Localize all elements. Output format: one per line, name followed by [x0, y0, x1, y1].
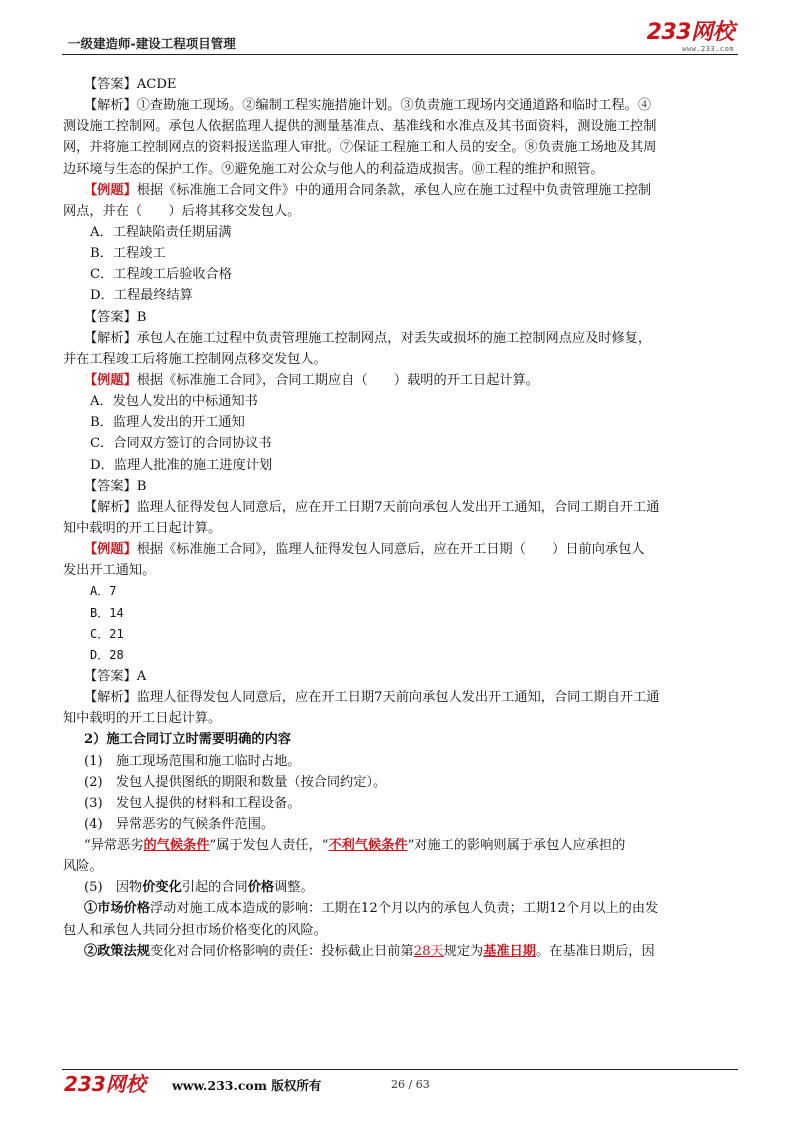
highlight-term: 的气候条件	[143, 838, 210, 854]
analysis-line: 边环境与生态的保护工作。⑨避免施工对公众与他人的利益造成损害。⑩工程的维护和照管。	[63, 161, 604, 177]
weather-note: 风险。	[63, 859, 103, 875]
brand-logo	[647, 22, 734, 53]
analysis-line: 网，并将施工控制网点的资料报送监理人审批。⑦保证工程施工和人员的安全。⑧负责施工场地及其周	[63, 140, 657, 156]
option-a: A．工程缺陷责任期届满	[90, 224, 232, 240]
footer-copyright: www.233.com 版权所有	[172, 1078, 322, 1093]
analysis-line: 【解析】承包人在施工过程中负责管理施工控制网点，对丢失或损坏的施工控制网点应及时修复，	[84, 330, 652, 346]
footer-divider	[62, 1069, 738, 1070]
option-a: A．7	[90, 584, 117, 599]
document-header-title: 一级建造师-建设工程项目管理	[68, 36, 236, 51]
paragraph-line: ②政策法规变化对合同价格影响的责任：投标截止日前第28天规定为基准日期。在基准日期后，因	[84, 943, 655, 959]
analysis-line: 并在工程竣工后将施工控制网点移交发包人。	[63, 351, 327, 367]
highlight-term: 28天	[413, 943, 444, 959]
analysis-line: 测设施工控制网。承包人依据监理人提供的测量基准点、基准线和水准点及其书面资料，测设施工控制	[63, 119, 657, 135]
page-content	[63, 74, 739, 962]
option-d: D．工程最终结算	[90, 288, 193, 304]
paragraph-line: ①市场价格浮动对施工成本造成的影响：工期在12个月以内的承包人负责；工期12个月以上的由发	[84, 901, 659, 917]
list-item: (1) 施工现场范围和施工临时占地。	[84, 753, 301, 769]
header-divider	[62, 54, 738, 55]
option-b: B．14	[90, 605, 124, 620]
analysis-line: 【解析】监理人征得发包人同意后，应在开工日期7天前向承包人发出开工通知，合同工期自开工通	[84, 690, 660, 706]
analysis-line: 知中载明的开工日起计算。	[63, 520, 222, 536]
list-item: (4) 异常恶劣的气候条件范围。	[84, 816, 275, 832]
option-a: A．发包人发出的中标通知书	[90, 394, 258, 410]
section-heading: (5) 因物价变化引起的合同价格调整。	[84, 880, 314, 896]
answer-line: 【答案】B	[84, 478, 147, 494]
option-d: D．28	[90, 647, 124, 662]
footer-logo: 233网校	[64, 1072, 146, 1096]
list-item: (3) 发包人提供的材料和工程设备。	[84, 795, 301, 811]
option-b: B．工程竣工	[90, 246, 166, 262]
section-heading: 2）施工合同订立时需要明确的内容	[84, 732, 291, 748]
page-number: 26 / 63	[391, 1078, 430, 1091]
question-line: 【例题】根据《标准施工合同》，合同工期应自（ ）载明的开工日起计算。	[84, 372, 539, 388]
option-c: C．21	[90, 626, 124, 641]
answer-line: 【答案】A	[84, 668, 147, 684]
option-c: C．工程竣工后验收合格	[90, 267, 232, 283]
analysis-line: 知中载明的开工日起计算。	[63, 711, 222, 727]
highlight-term: 基准日期	[483, 943, 536, 959]
question-line: 发出开工通知。	[63, 563, 156, 579]
option-d: D．监理人批准的施工进度计划	[90, 457, 273, 473]
logo-text: 233网校	[646, 20, 734, 45]
paragraph-line: 包人和承包人共同分担市场价格变化的风险。	[63, 922, 327, 938]
option-c: C．合同双方签订的合同协议书	[90, 436, 272, 452]
question-line: 【例题】根据《标准施工合同》，监理人征得发包人同意后，应在开工日期（ ）日前向承包人	[84, 542, 645, 558]
option-b: B．监理人发出的开工通知	[90, 415, 245, 431]
example-tag: 【例题】	[84, 182, 137, 198]
highlight-term: 不利气候条件	[328, 838, 408, 854]
list-item: (2) 发包人提供图纸的期限和数量（按合同约定）。	[84, 774, 387, 790]
analysis-line: 【解析】①查勘施工现场。②编制工程实施措施计划。③负责施工现场内交通道路和临时工程。④	[84, 98, 652, 114]
logo-url: www.233.com	[682, 45, 734, 53]
example-tag: 【例题】	[84, 372, 137, 388]
weather-note: “异常恶劣的气候条件”属于发包人责任，“不利气候条件”对施工的影响则属于承包人应承担的	[84, 838, 626, 854]
question-line: 【例题】根据《标准施工合同文件》中的通用合同条款，承包人应在施工过程中负责管理施工控制	[84, 182, 652, 198]
answer-line: 【答案】B	[84, 309, 147, 325]
example-tag: 【例题】	[84, 542, 137, 558]
analysis-line: 【解析】监理人征得发包人同意后，应在开工日期7天前向承包人发出开工通知，合同工期自开工通	[84, 499, 660, 515]
question-line: 网点，并在（ ）后将其移交发包人。	[63, 203, 301, 219]
answer-line: 【答案】ACDE	[84, 77, 177, 92]
